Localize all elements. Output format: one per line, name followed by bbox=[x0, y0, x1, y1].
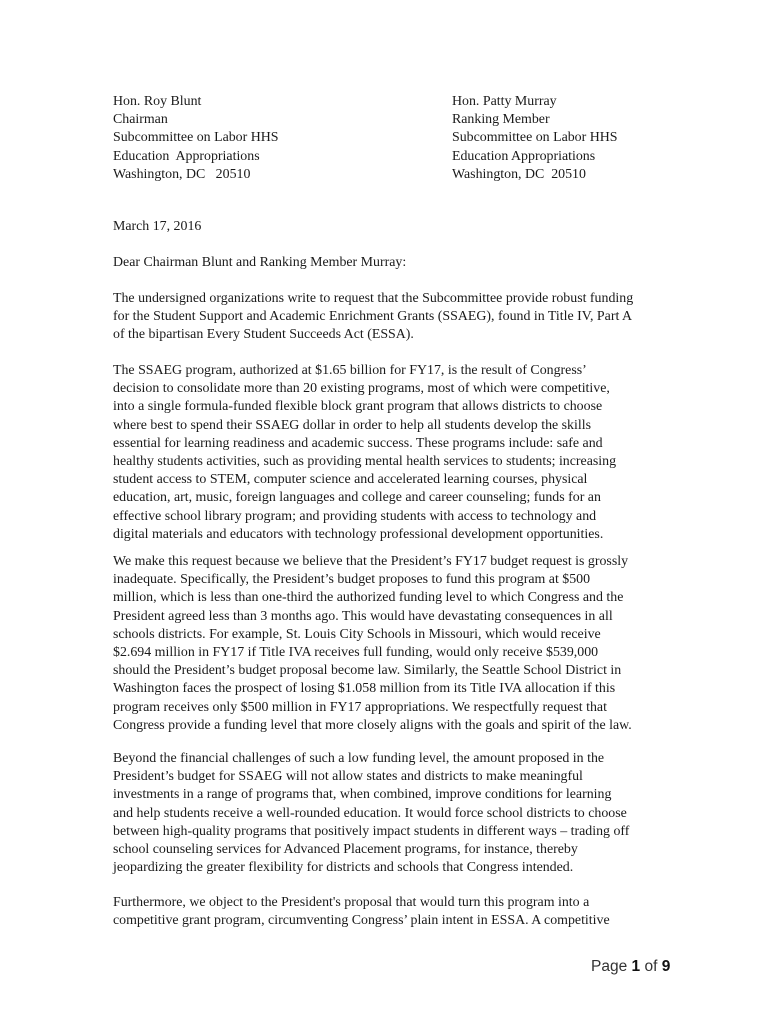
page-current: 1 bbox=[631, 958, 641, 975]
paragraph-line: Congress provide a funding level that more closely aligns with the goals and spirit of the law. bbox=[113, 717, 632, 733]
paragraph-line: of the bipartisan Every Student Succeeds Act (ESSA). bbox=[113, 327, 414, 343]
recipient-line: Washington, DC 20510 bbox=[452, 166, 586, 182]
paragraph-line: investments in a range of programs that, when combined, improve conditions for learning bbox=[113, 787, 612, 803]
paragraph-2 bbox=[113, 362, 679, 544]
recipient-line: Hon. Roy Blunt bbox=[113, 94, 202, 109]
page-label: Page bbox=[591, 958, 628, 975]
paragraph-line: inadequate. Specifically, the President’s budget proposes to fund this program at $500 bbox=[113, 572, 591, 588]
recipient-line: Subcommittee on Labor HHS bbox=[452, 130, 618, 146]
recipient-right bbox=[452, 93, 618, 184]
paragraph-line: where best to spend their SSAEG dollar in order to help all students develop the skills bbox=[113, 417, 591, 433]
recipient-line: Subcommittee on Labor HHS bbox=[113, 130, 279, 146]
paragraph-line: education, art, music, foreign languages and college and career counseling; funds for an bbox=[113, 490, 601, 506]
paragraph-line: healthy students activities, such as providing mental health services to students; increasing bbox=[113, 454, 617, 470]
page-total: 9 bbox=[661, 958, 671, 975]
paragraph-line: Furthermore, we object to the President's proposal that would turn this program into a bbox=[113, 895, 590, 910]
paragraph-line: school counseling services for Advanced Placement programs, for instance, thereby bbox=[113, 842, 578, 858]
recipient-line: Hon. Patty Murray bbox=[452, 94, 557, 109]
paragraph-line: jeopardizing the greater flexibility for districts and schools that Congress intended. bbox=[113, 860, 574, 876]
page-footer bbox=[591, 958, 670, 976]
letter-date: March 17, 2016 bbox=[113, 219, 202, 234]
page-of-label: of bbox=[644, 958, 658, 975]
paragraph-line: President agreed less than 3 months ago. This would have devastating consequences in all bbox=[113, 608, 613, 624]
paragraph-line: program receives only $500 million in FY17 appropriations. We respectfully request that bbox=[113, 699, 607, 715]
paragraph-line: should the President’s budget proposal become law. Similarly, the Seattle School District in bbox=[113, 663, 622, 679]
paragraph-line: million, which is less than one-third the authorized funding level to which Congress and the bbox=[113, 590, 624, 606]
paragraph-line: competitive grant program, circumventing Congress’ plain intent in ESSA. A competitive bbox=[113, 913, 610, 929]
paragraph-line: The SSAEG program, authorized at $1.65 billion for FY17, is the result of Congress’ bbox=[113, 363, 587, 378]
paragraph-line: and help students receive a well-rounded education. It would force school districts to choose bbox=[113, 805, 627, 821]
paragraph-line: digital materials and educators with technology professional development opportunities. bbox=[113, 526, 604, 542]
recipient-line: Chairman bbox=[113, 112, 168, 128]
paragraph-line: effective school library program; and providing students with access to technology and bbox=[113, 508, 597, 524]
recipient-line: Washington, DC 20510 bbox=[113, 166, 251, 182]
recipient-line: Education Appropriations bbox=[113, 148, 260, 164]
paragraph-line: Beyond the financial challenges of such a low funding level, the amount proposed in the bbox=[113, 751, 605, 766]
paragraph-line: student access to STEM, computer science and accelerated learning courses, physical bbox=[113, 472, 588, 488]
paragraph-line: President’s budget for SSAEG will not allow states and districts to make meaningful bbox=[113, 769, 583, 785]
paragraph-4 bbox=[113, 750, 679, 877]
recipient-line: Ranking Member bbox=[452, 112, 550, 128]
paragraph-3 bbox=[113, 553, 679, 735]
paragraph-line: schools districts. For example, St. Louis City Schools in Missouri, which would receive bbox=[113, 626, 601, 642]
paragraph-5 bbox=[113, 894, 679, 930]
paragraph-line: into a single formula-funded flexible block grant program that allows districts to choose bbox=[113, 399, 603, 415]
recipient-left bbox=[113, 93, 279, 184]
paragraph-line: for the Student Support and Academic Enrichment Grants (SSAEG), found in Title IV, Part A bbox=[113, 309, 633, 325]
recipient-line: Education Appropriations bbox=[452, 148, 596, 164]
paragraph-line: between high-quality programs that positively impact students in different ways – trading off bbox=[113, 823, 630, 839]
paragraph-line: Washington faces the prospect of losing $1.058 million from its Title IVA allocation if this bbox=[113, 681, 616, 697]
paragraph-line: $2.694 million in FY17 if Title IVA receives full funding, would only receive $539,000 bbox=[113, 645, 599, 661]
paragraph-line: essential for learning readiness and academic success. These programs include: safe and bbox=[113, 435, 603, 451]
paragraph-line: The undersigned organizations write to request that the Subcommittee provide robust funding bbox=[113, 291, 634, 306]
paragraph-line: decision to consolidate more than 20 existing programs, most of which were competitive, bbox=[113, 381, 610, 397]
paragraph-1 bbox=[113, 290, 679, 345]
salutation: Dear Chairman Blunt and Ranking Member Murray: bbox=[113, 255, 407, 270]
paragraph-line: We make this request because we believe that the President’s FY17 budget request is grossly bbox=[113, 554, 629, 569]
